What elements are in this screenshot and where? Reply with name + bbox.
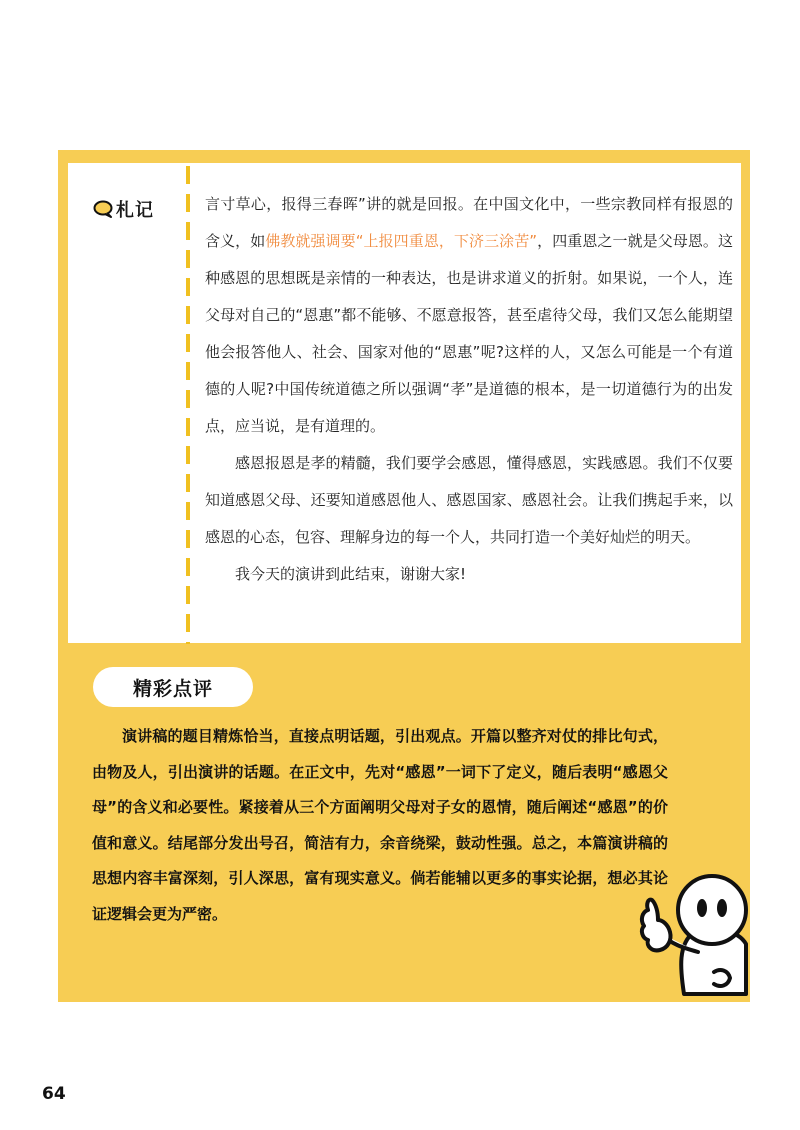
notes-paragraph-2: 感恩报恩是孝的精髓，我们要学会感恩，懂得感恩，实践感恩。我们不仅要知道感恩父母、还要知道感恩他人、感恩国家、感恩社会。让我们携起手来，以感恩的心态，包容、理解身边的每一个人，共同打造一个美好灿烂的明天。 [205,454,733,546]
speech-bubble-icon [92,199,114,219]
notes-body [205,186,733,593]
dashed-divider [186,166,190,644]
notes-paragraph-3: 我今天的演讲到此结束，谢谢大家! [235,565,467,583]
paragraph-text: ，四重恩之一就是父母恩。这种感恩的思想既是亲情的一种表达，也是讲求道义的折射。如果说，一个人，连父母对自己的“恩惠”都不能够、不愿意报答，甚至虐待父母，我们又怎么能期望他会报答他人、社会、国家对他的“恩惠”呢?这样的人，又怎么可能是一个有道德的人呢?中国传统道德之所以强调“孝”是道德的根本，是一切道德行为的出发点，应当说，是有道理的。 [205,232,733,435]
highlighted-quote: 佛教就强调要“上报四重恩，下济三涂苦” [265,232,538,250]
notes-label-text: 札记 [116,200,154,221]
page-number: 64 [42,1084,66,1104]
review-title: 精彩点评 [93,667,253,707]
paragraph-text: 言寸草心，报得三春晖”讲的就是回报。在中国文化中，一些宗教同样有报恩的含义，如 [205,195,733,250]
notes-paragraph-1 [205,186,733,445]
notes-label [92,196,154,222]
thumbs-up-mascot-icon [628,868,752,1002]
review-text: 演讲稿的题目精炼恰当，直接点明话题，引出观点。开篇以整齐对仗的排比句式，由物及人，引出演讲的话题。在正文中，先对“感恩”一词下了定义，随后表明“感恩父母”的含义和必要性。紧接着从三个方面阐明父母对子女的恩情，随后阐述“感恩”的价值和意义。结尾部分发出号召，简洁有力，余音绕梁，鼓动性强。总之，本篇演讲稿的思想内容丰富深刻，引人深思，富有现实意义。倘若能辅以更多的事实论据，想必其论证逻辑会更为严密。 [92,727,668,923]
